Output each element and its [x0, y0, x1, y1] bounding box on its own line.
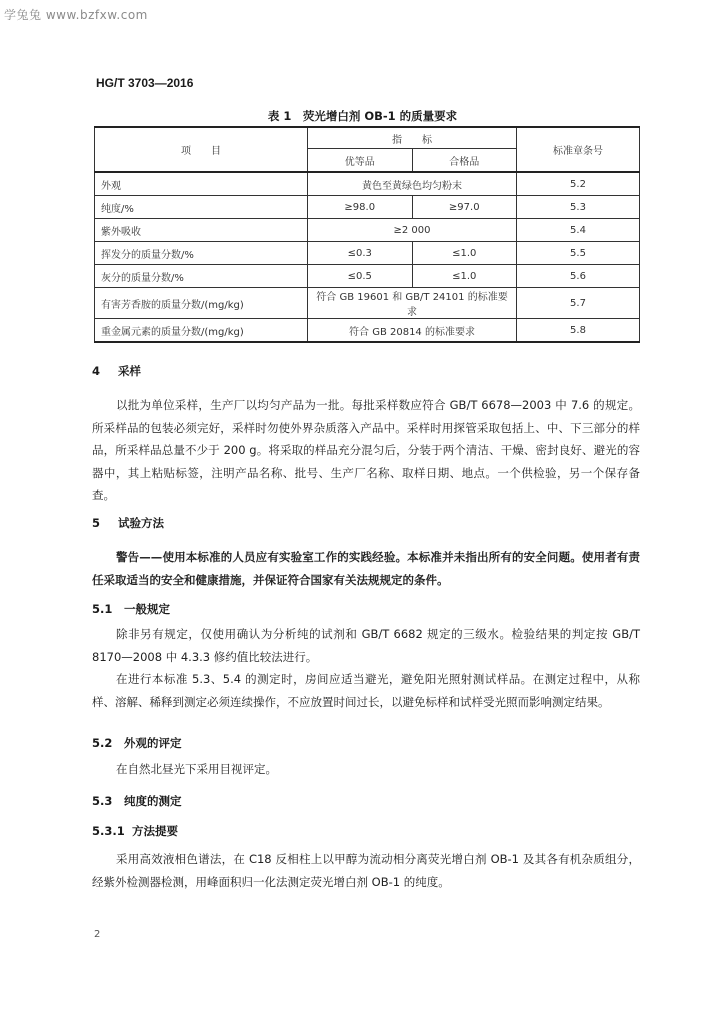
table-row [95, 219, 640, 242]
section-5-3-1-heading [92, 823, 178, 839]
section-5-3-1-paragraph: 采用高效液相色谱法，在 C18 反相柱上以甲醇为流动相分离荧光增白剂 OB-1 及其各有机杂质组分，经紫外检测器检测，用峰面积归一化法测定荧光增白剂 OB-1 的纯度。 [92, 852, 640, 889]
row-clause-cell: 5.3 [517, 196, 640, 219]
row-indicator-cell: 符合 GB 20814 的标准要求 [308, 319, 517, 343]
column-header-clause: 标准章条号 [517, 127, 640, 172]
row-item-cell: 纯度/% [95, 196, 308, 219]
row-item-cell: 有害芳香胺的质量分数/(mg/kg) [95, 288, 308, 319]
row-clause-cell: 5.8 [517, 319, 640, 343]
table-row [95, 172, 640, 196]
row-qualified-cell: ≤1.0 [412, 242, 517, 265]
document-code: HG/T 3703—2016 [96, 76, 194, 90]
section-title: 采样 [118, 364, 141, 378]
section-5-1-paragraph-1: 除非另有规定，仅使用确认为分析纯的试剂和 GB/T 6682 规定的三级水。检验结果的判定按 GB/T 8170—2008 中 4.3.3 修约值比较法进行。 [92, 627, 640, 664]
section-number: 4 [92, 364, 101, 378]
row-indicator-cell: ≥2 000 [308, 219, 517, 242]
column-header-superior: 优等品 [308, 149, 413, 173]
row-clause-cell: 5.4 [517, 219, 640, 242]
row-item-cell: 灰分的质量分数/% [95, 265, 308, 288]
row-indicator-cell: 符合 GB 19601 和 GB/T 24101 的标准要求 [308, 288, 517, 319]
row-item-cell: 紫外吸收 [95, 219, 308, 242]
section-title: 一般规定 [124, 602, 170, 616]
page-number: 2 [94, 929, 101, 940]
table-row [95, 196, 640, 219]
section-number: 5 [92, 516, 101, 530]
row-clause-cell: 5.2 [517, 172, 640, 196]
section-5-2-paragraph: 在自然北昼光下采用目视评定。 [116, 762, 277, 776]
section-title: 纯度的测定 [124, 794, 182, 808]
table-row [95, 319, 640, 343]
section-number: 5.1 [92, 602, 113, 616]
quality-requirements-table [94, 126, 640, 343]
row-item-cell: 挥发分的质量分数/% [95, 242, 308, 265]
row-indicator-cell: 黄色至黄绿色均匀粉末 [308, 172, 517, 196]
watermark: 学兔兔 www.bzfxw.com [4, 8, 148, 22]
row-superior-cell: ≤0.3 [308, 242, 413, 265]
row-qualified-cell: ≤1.0 [412, 265, 517, 288]
section-4-heading [92, 363, 141, 379]
table-row [95, 265, 640, 288]
section-5-1-heading [92, 601, 170, 617]
section-title: 试验方法 [118, 516, 164, 530]
table-row [95, 242, 640, 265]
section-5-heading [92, 515, 164, 531]
row-clause-cell: 5.5 [517, 242, 640, 265]
section-5-3-heading [92, 793, 182, 809]
safety-warning: 警告——使用本标准的人员应有实验室工作的实践经验。本标准并未指出所有的安全问题。使用者有责任采取适当的安全和健康措施，并保证符合国家有关法规规定的条件。 [92, 550, 640, 587]
section-5-2-heading [92, 735, 182, 751]
section-5-1-paragraph-2: 在进行本标准 5.3、5.4 的测定时，房间应适当避光，避免阳光照射测试样品。在测定过程中，从称样、溶解、稀释到测定必须连续操作，不应放置时间过长，以避免标样和试样受光照而影响测定结果。 [92, 672, 640, 709]
section-title: 方法提要 [132, 824, 178, 838]
section-4-paragraph: 以批为单位采样，生产厂以均匀产品为一批。每批采样数应符合 GB/T 6678—2003 中 7.6 的规定。所采样品的包装必须完好，采样时勿使外界杂质落入产品中。采样时用探管采取包括上、中、下三部分的样品，所采样品总量不少于 200 g。将采取的样品充分混匀后，分装于两个清洁、干燥、密封良好、避光的容器中，其上粘贴标签，注明产品名称、批号、生产厂名称、取样日期、地点。一个供检验，另一个保存备查。 [92, 398, 640, 502]
column-header-item: 项 目 [95, 127, 308, 172]
row-item-cell: 重金属元素的质量分数/(mg/kg) [95, 319, 308, 343]
row-item-cell: 外观 [95, 172, 308, 196]
section-number: 5.3.1 [92, 824, 125, 838]
row-superior-cell: ≤0.5 [308, 265, 413, 288]
column-header-indicator: 指 标 [308, 127, 517, 149]
table-row [95, 288, 640, 319]
table-body [95, 172, 640, 342]
row-qualified-cell: ≥97.0 [412, 196, 517, 219]
column-header-qualified: 合格品 [412, 149, 517, 173]
section-number: 5.2 [92, 736, 113, 750]
row-clause-cell: 5.7 [517, 288, 640, 319]
row-clause-cell: 5.6 [517, 265, 640, 288]
section-title: 外观的评定 [124, 736, 182, 750]
section-number: 5.3 [92, 794, 113, 808]
row-superior-cell: ≥98.0 [308, 196, 413, 219]
table-title: 表 1 荧光增白剂 OB-1 的质量要求 [267, 109, 458, 123]
